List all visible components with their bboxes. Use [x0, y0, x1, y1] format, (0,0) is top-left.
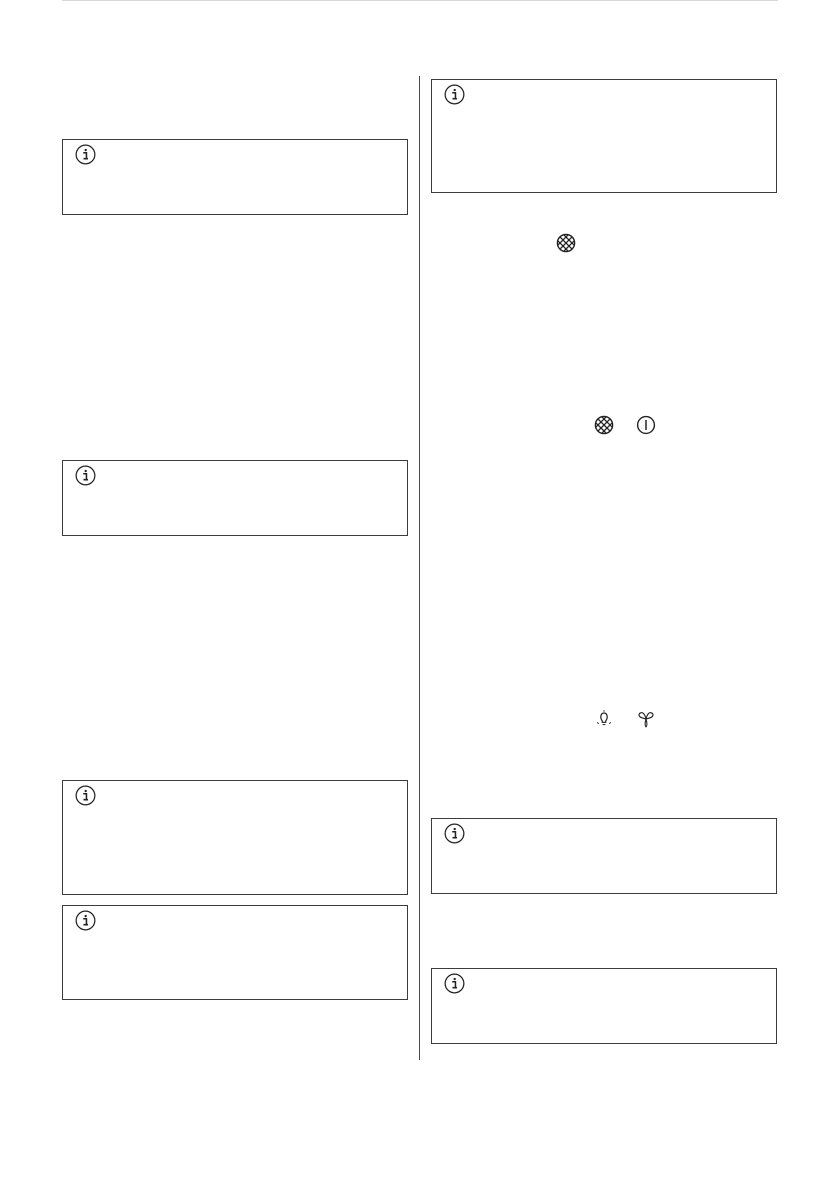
info-icon — [444, 973, 465, 994]
grid-mesh-icon — [556, 233, 576, 253]
fan-icon — [636, 709, 656, 729]
note-box-right-2 — [431, 818, 777, 894]
note-box-left-4 — [62, 905, 408, 1000]
light-bulb-icon — [594, 709, 614, 729]
note-box-right-3 — [431, 968, 777, 1044]
info-icon — [75, 144, 96, 165]
info-icon — [444, 823, 465, 844]
info-icon — [75, 785, 96, 806]
power-icon — [636, 415, 656, 435]
note-box-left-2 — [62, 460, 408, 536]
top-rule — [62, 0, 778, 1]
info-icon — [444, 84, 465, 105]
grid-mesh-icon — [594, 415, 614, 435]
info-icon — [75, 465, 96, 486]
note-box-left-1 — [62, 139, 408, 215]
note-box-left-3 — [62, 780, 408, 895]
info-icon — [75, 910, 96, 931]
note-box-right-1 — [431, 79, 777, 193]
column-divider — [419, 76, 420, 1060]
